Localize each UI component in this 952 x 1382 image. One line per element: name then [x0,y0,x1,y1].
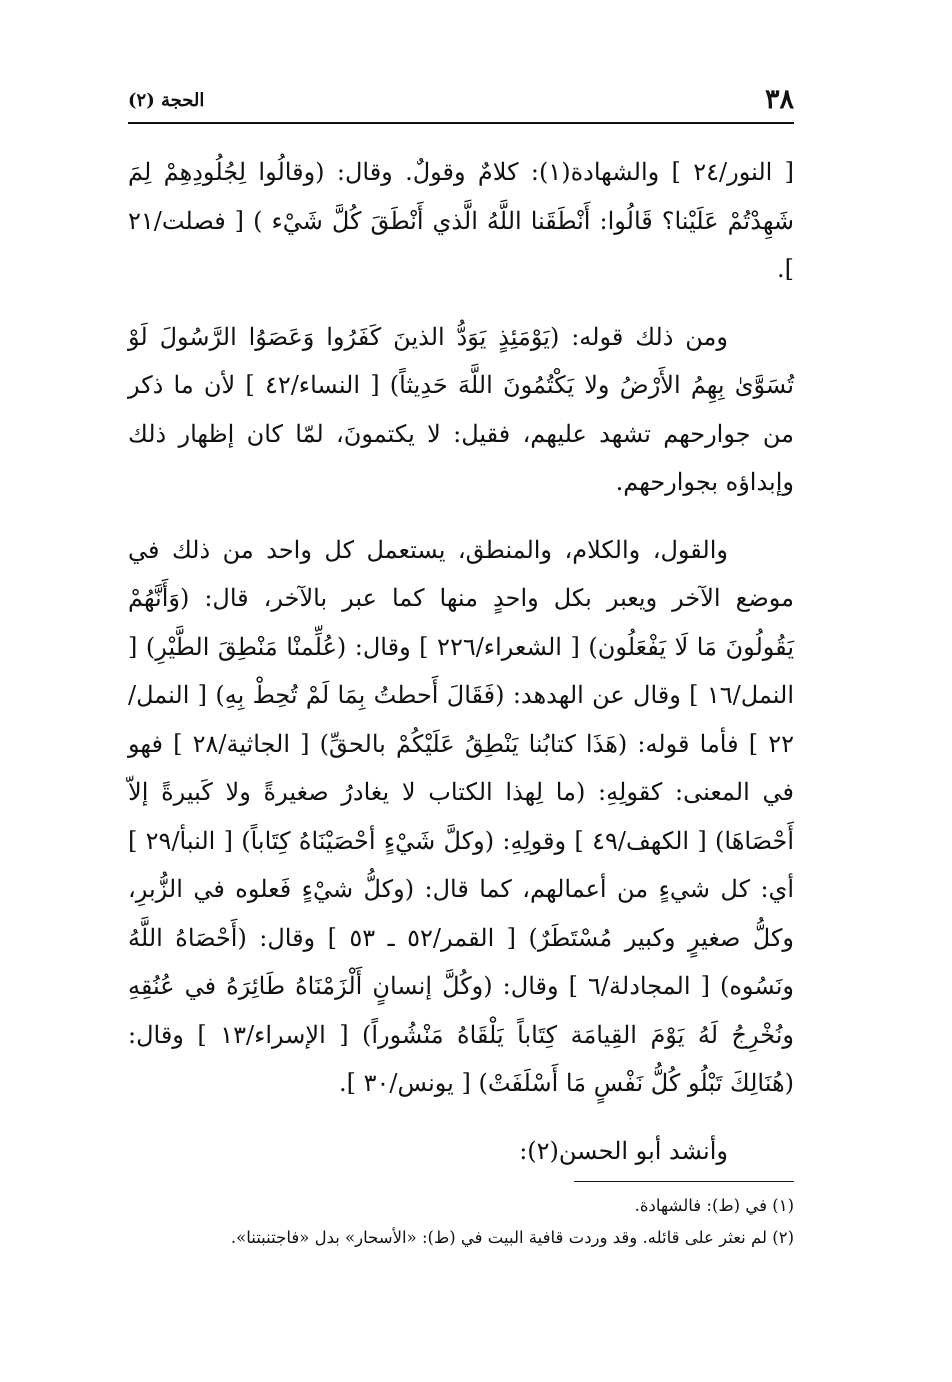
paragraph-3: والقول، والكلام، والمنطق، يستعمل كل واحد من ذلك في موضع الآخر ويعبر بكل واحدٍ منها كما عبر بالآخر، قال: (وَأَنَّهُمْ يَقُولُونَ مَا لَا يَفْعَلُون) [ الشعراء/٢٢٦ ] وقال: (عُلِّمنْا مَنْطِقَ الطَّيْرِ) [ النمل/١٦ ] وقال عن الهدهد: (فَقَالَ أَحطتُ بِمَا لَمْ تُحِطْ بِهِ) [ النمل/٢٢ ] فأما قوله: (هَذَا كتابُنا يَنْطِقُ عَلَيْكُمْ بالحقِّ) [ الجاثية/٢٨ ] فهو في المعنى: كقولِهِ: (ما لِهذا الكتاب لا يغادرُ صغيرةً ولا كَبيرةً إلاّ أَحْصَاهَا) [ الكهف/٤٩ ] وقولِهِ: (وكلَّ شَيْءٍ أحْصَيْنَاهُ كِتَاباً) [ النبأ/٢٩ ] أي: كل شيءٍ من أعمالهم، كما قال: (وكلُّ شيْءٍ فَعلوه في الزُّبرِ، وكلُّ صغيرٍ وكبير مُسْتَطَرٌ) [ القمر/٥٢ ـ ٥٣ ] وقال: (أَحْصَاهُ اللَّهُ ونَسُوه) [ المجادلة/٦ ] وقال: (وكُلَّ إنسانٍ أَلْزَمْنَاهُ طَائِرَهُ في عُنُقِهِ ونُخْرِجُ لَهُ يَوْمَ القِيامَة كِتَاباً يَلْقَاهُ مَنْشُوراً) [ الإسراء/١٣ ] وقال: (هُنَالِكَ تَبْلُو كُلُّ نَفْسٍ مَا أَسْلَفَتْ) [ يونس/٣٠ ]. [128,535,794,1097]
footnotes [128,1190,794,1254]
verse-introduction: وأنشد أبو الحسن(٢): [519,1136,728,1165]
footnote-2: (٢) لم نعثر على قائله. وقد وردت قافية البيت في (ط): «الأسحار» بدل «فاجتنبتنا». [230,1228,794,1247]
footnote-1: (١) في (ط): فالشهادة. [634,1196,794,1215]
footnote-divider [574,1181,794,1182]
main-text [128,148,794,1175]
page-number: ٣٨ [764,84,794,115]
paragraph-1: [ النور/٢٤ ] والشهادة(١): كلامٌ وقولٌ. وقال: (وقالُوا لِجُلُودِهِمْ لِمَ شَهِدْتُمْ عَلَيْنا؟ قَالُوا: أَنْطَقَنا اللَّهُ الَّذي أَنْطَقَ كُلَّ شَيْء ) [ فصلت/٢١ ]. [128,158,795,283]
paragraph-2: ومن ذلك قوله: (يَوْمَئِذٍ يَوَدُّ الذينَ كَفَرُوا وَعَصَوُا الرَّسُولَ لَوْ تُسَوَّىٰ بِهِمُ الأَرْضُ ولا يَكْتُمُونَ اللَّهَ حَدِيثاً) [ النساء/٤٢ ] لأن ما ذكر من جوارحهم تشهد عليهم، فقيل: لا يكتمونَ، لمّا كان إظهار ذلك وإبداؤه بجوارحهم. [128,322,794,496]
running-title: الحجة (٢) [128,90,205,111]
page-header [128,80,794,124]
book-page [128,80,794,1320]
